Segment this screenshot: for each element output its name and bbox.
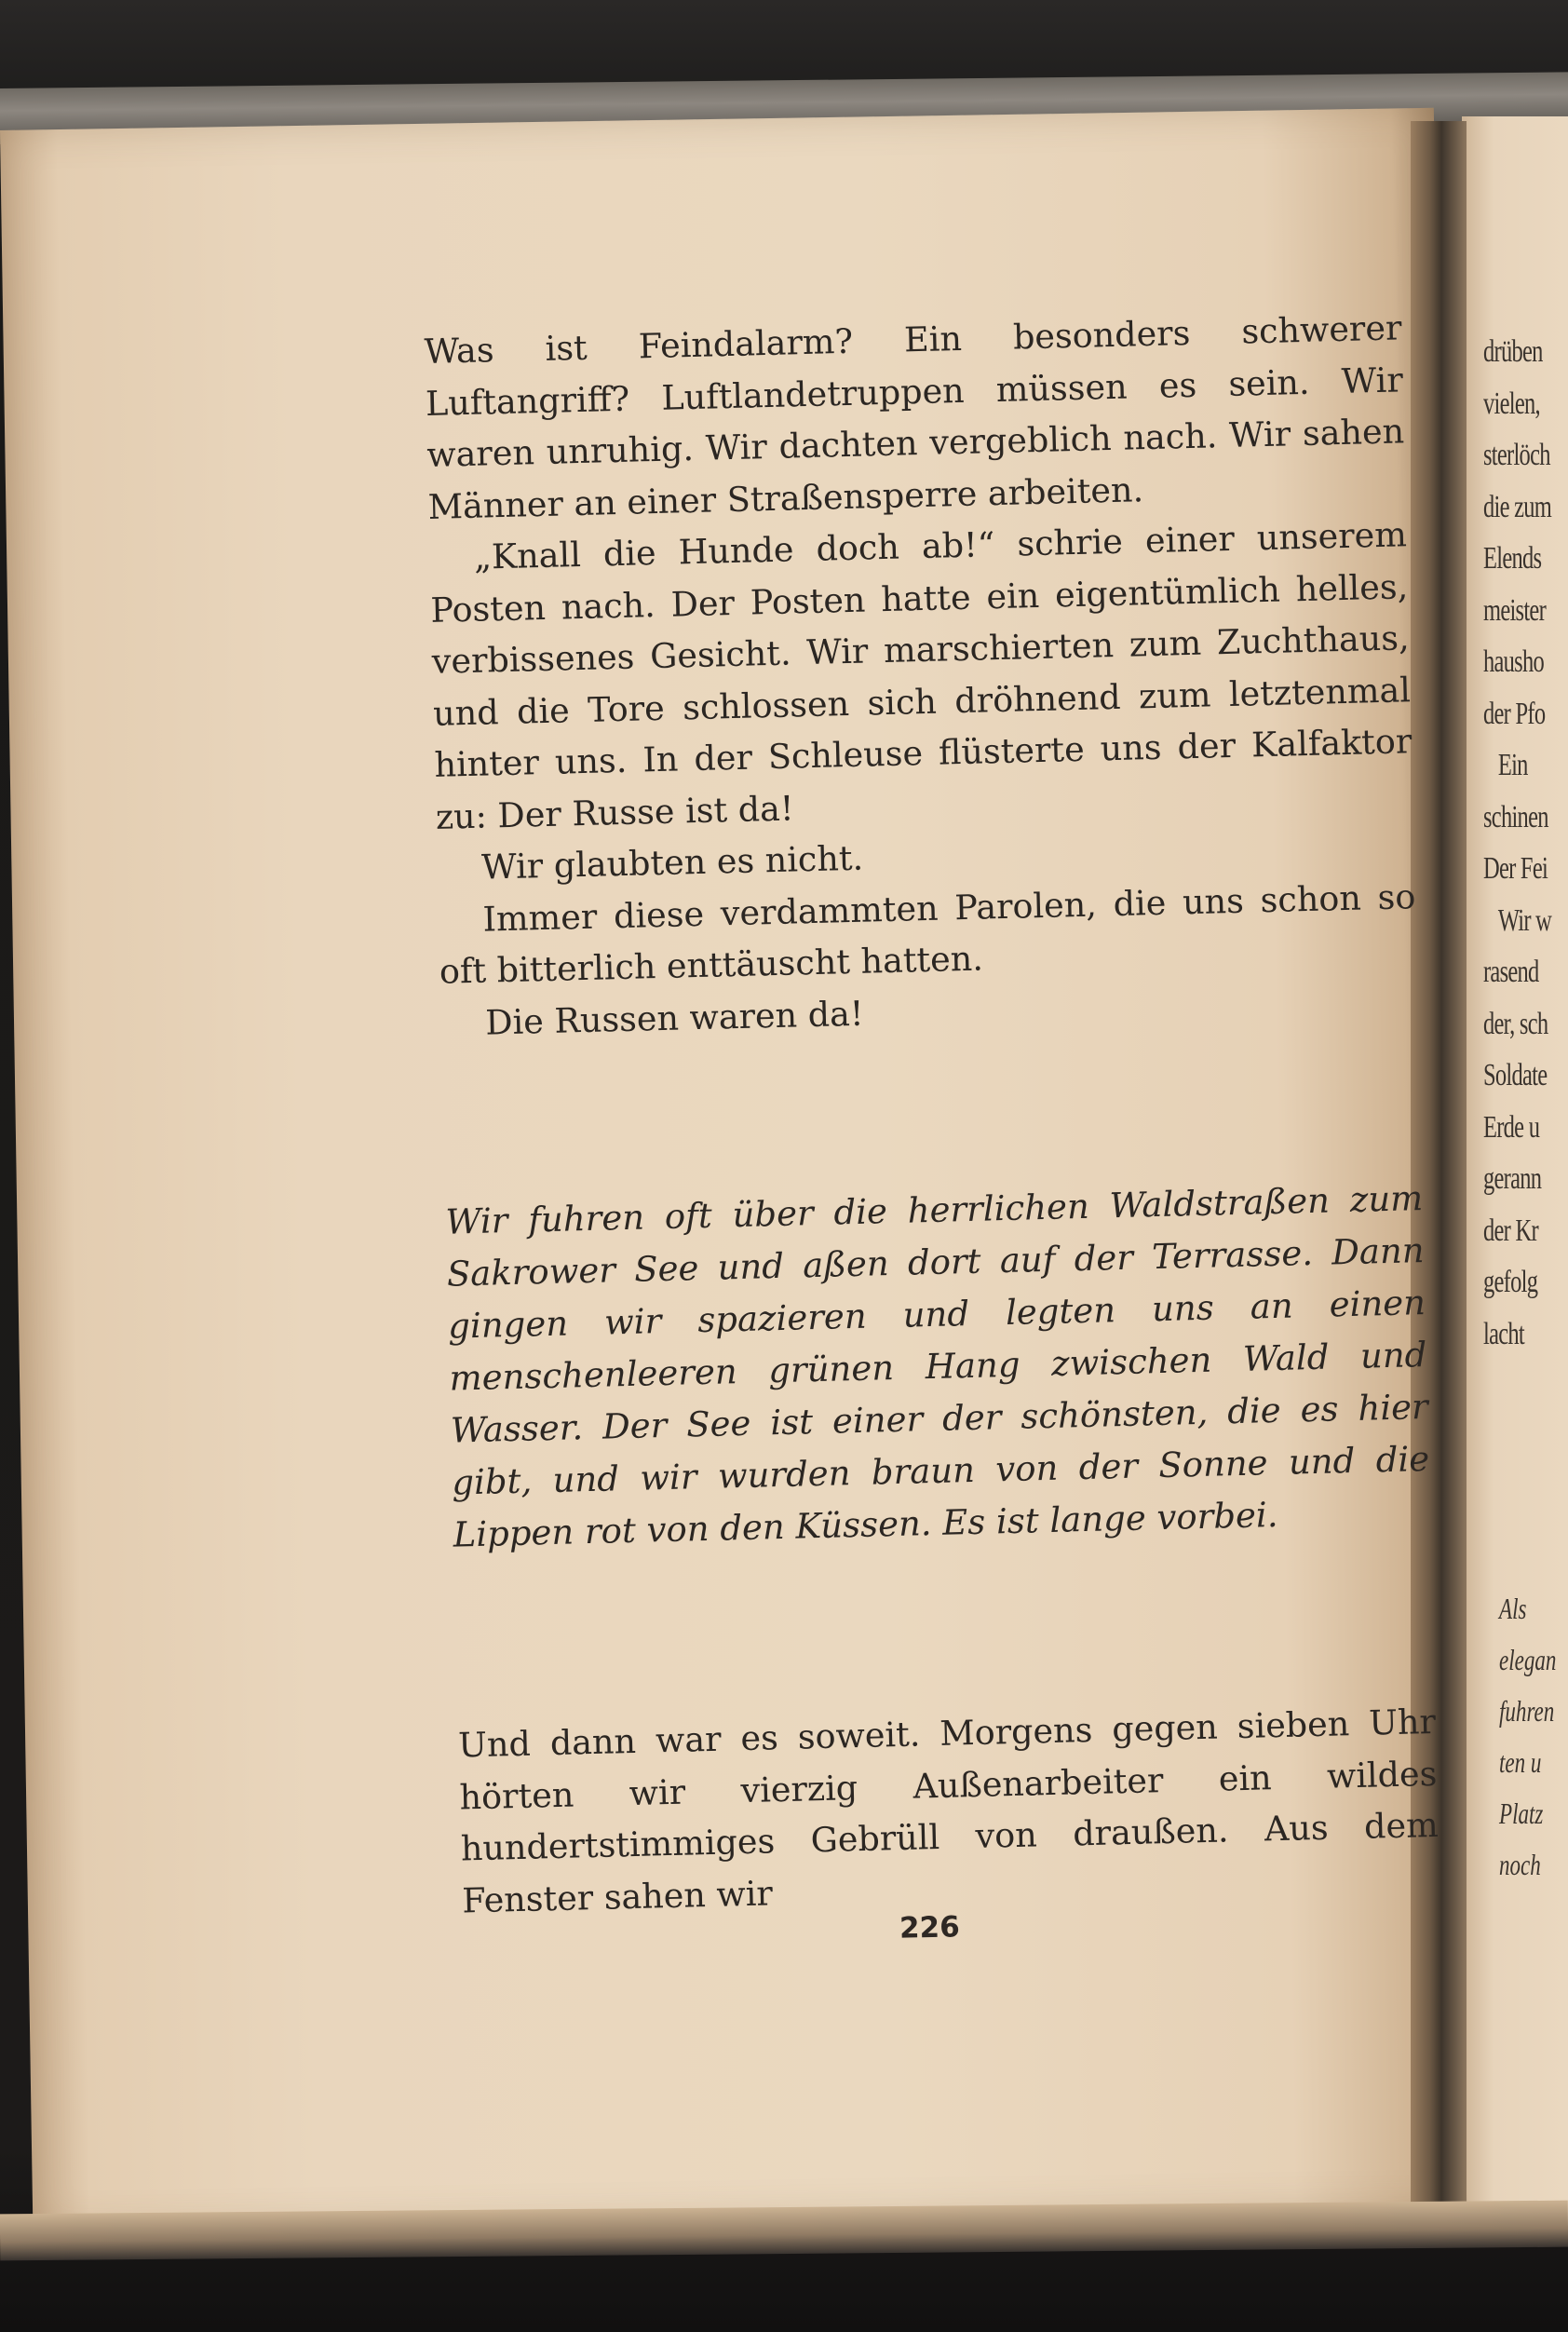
text-line: vielen, [1483, 386, 1540, 421]
text-line: der, sch [1483, 1006, 1548, 1041]
paragraph: Immer diese verdammten Parolen, die uns schon so oft bitterlich enttäuscht hatten. [439, 875, 1416, 992]
text-line: Elends [1483, 541, 1542, 576]
text-line: Platz [1499, 1796, 1544, 1830]
text-line: die zum [1483, 489, 1552, 524]
text-line: ten u [1499, 1745, 1542, 1779]
text-line: Als [1499, 1592, 1527, 1625]
text-line: Der Fei [1483, 851, 1548, 886]
text-line: drüben [1483, 334, 1543, 369]
text-line: gefolg [1483, 1265, 1538, 1299]
text-line: noch [1499, 1848, 1541, 1881]
text-line: elegan [1499, 1643, 1557, 1676]
text-line: Erde u [1483, 1109, 1540, 1145]
section-gap [453, 1538, 1435, 1720]
text-line: Wir w [1497, 902, 1552, 938]
text-line: lacht [1483, 1316, 1524, 1351]
paragraph: „Knall die Hunde doch ab!“ schrie einer unserem Posten nach. Der Posten hatte ein eigentümlich helles, verbissenes Gesicht. Wir marschierten zum Zuchthaus, und die Tore schlossen sich dröhnend zum letztenmal hinter uns. In der Schleuse flüsterte uns der Kalfaktor zu: Der Russe ist da! [429, 514, 1413, 837]
paragraph: Die Russen waren da! [484, 993, 864, 1043]
text-line: schinen [1483, 799, 1548, 834]
section-gap [441, 1025, 1423, 1197]
right-page-italic-text [1499, 1583, 1568, 1891]
italic-paragraph: Wir fuhren oft über die herrlichen Waldstraßen zum Sakrower See und aßen dort auf der Terrasse. Dann gingen wir spazieren und legten uns an einen menschenleeren grünen Hang zwischen Wald und Wasser. Der See ist einer der schönsten, die es hier gibt, und wir wurden braun von der Sonne und die Lippen rot von den Küssen. Es ist lange vorbei. [444, 1178, 1430, 1555]
text-line: meister [1483, 592, 1547, 628]
text-line: der Kr [1483, 1213, 1538, 1248]
text-line: hausho [1483, 644, 1545, 679]
right-page-text [1483, 326, 1568, 1360]
text-line: Ein [1497, 748, 1528, 782]
paragraph: Und dann war es soweit. Morgens gegen sieben Uhr hörten wir vierzig Außenarbeiter ein wildes hundertstimmiges Gebrüll von draußen. Aus dem Fenster sahen wir [457, 1701, 1440, 1920]
paragraph: Wir glaubten es nicht. [480, 837, 864, 888]
text-line: rasend [1483, 955, 1539, 989]
text-line: Soldate [1483, 1058, 1548, 1092]
text-line: der Pfo [1483, 696, 1546, 731]
text-line: fuhren [1499, 1694, 1555, 1728]
left-page-text [424, 302, 1440, 1926]
page-number: 226 [899, 1910, 961, 1946]
paragraph: Was ist Feindalarm? Ein besonders schwerer Luftangriff? Luftlandetruppen müssen es sein. Wir waren unruhig. Wir dachten vergeblich nach. Wir sahen Männer an einer Straßensperre arbeiten. [424, 307, 1405, 527]
text-line: gerann [1483, 1161, 1542, 1196]
text-line: sterlöch [1483, 438, 1550, 472]
